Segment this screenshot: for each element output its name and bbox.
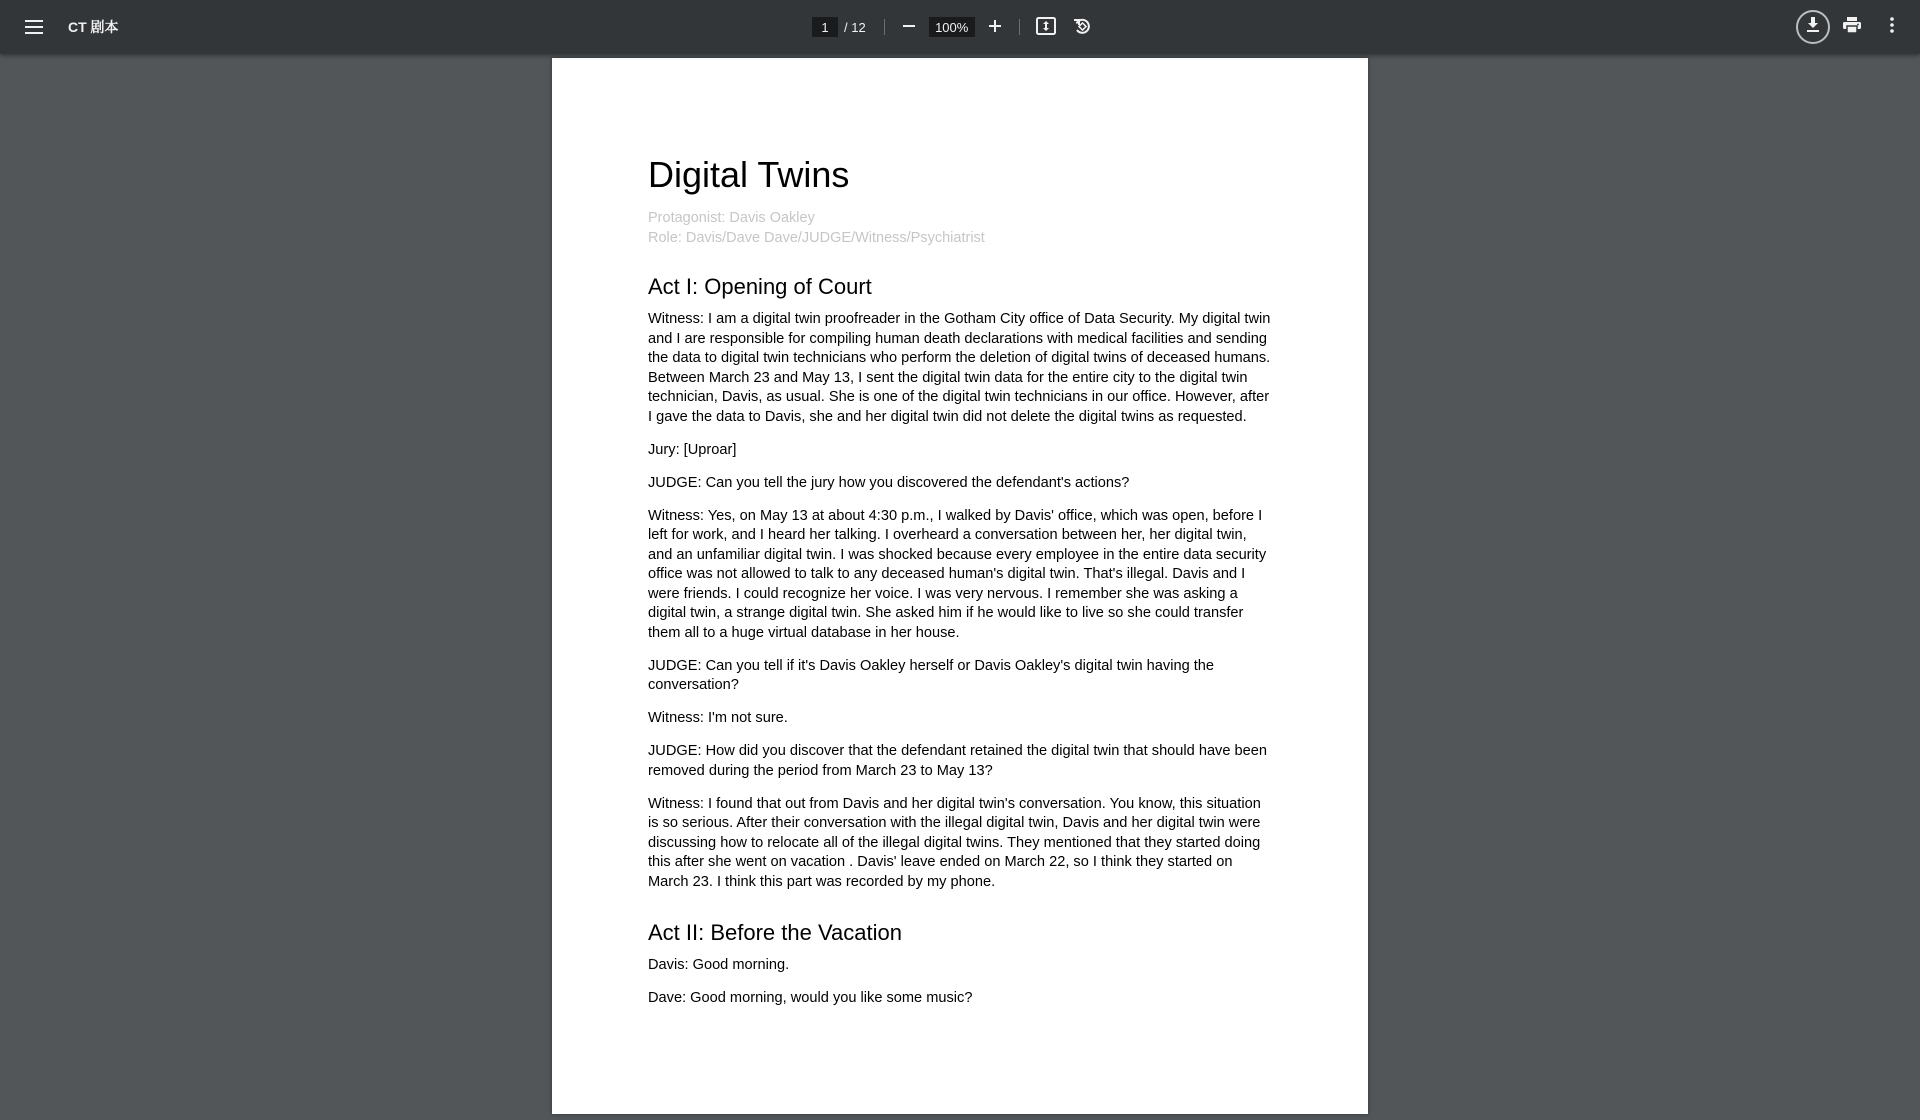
zoom-out-button[interactable] (895, 13, 923, 41)
menu-icon[interactable] (20, 13, 48, 41)
zoom-in-button[interactable] (981, 13, 1009, 41)
download-button[interactable] (1796, 10, 1830, 44)
script-paragraph: JUDGE: How did you discover that the defendant retained the digital twin that should have been removed during the period from March 23 to May 13? (648, 743, 1267, 779)
pdf-toolbar (0, 0, 1920, 54)
role-line: Role: Davis/Dave Dave/JUDGE/Witness/Psychiatrist (648, 229, 985, 246)
script-paragraph: Witness: I'm not sure. (648, 710, 788, 726)
more-vert-icon (1890, 17, 1894, 38)
page-content (648, 154, 1272, 1022)
script-paragraph: Davis: Good morning. (648, 957, 790, 973)
more-options-button[interactable] (1878, 13, 1906, 41)
fit-to-page-icon (1036, 17, 1056, 38)
script-paragraph: Dave: Good morning, would you like some music? (648, 990, 973, 1006)
toolbar-center (812, 0, 1096, 54)
act-heading: Act II: Before the Vacation (648, 920, 902, 945)
print-button[interactable] (1838, 13, 1866, 41)
rotate-button[interactable] (1068, 13, 1096, 41)
script-paragraph: JUDGE: Can you tell if it's Davis Oakley herself or Davis Oakley's digital twin having the conversation? (648, 657, 1215, 693)
plus-icon (988, 19, 1002, 36)
act-heading: Act I: Opening of Court (648, 274, 872, 299)
toolbar-divider (1019, 19, 1020, 35)
script-paragraph: Witness: Yes, on May 13 at about 4:30 p.m., I walked by Davis' office, which was open, before I left for work, and I heard her talking. I overheard a conversation between her, her digital twin, and an unfamiliar digital twin. I was shocked because every employee in the entire data security office was not allowed to talk to any deceased human's digital twin. That's illegal. Davis and I were friends. I could recognize her voice. I was very nervous. I remember she was asking a digital twin, a strange digital twin. She asked him if he would like to live so she could transfer them all to a huge virtual database in her house. (648, 507, 1267, 641)
zoom-input[interactable] (929, 17, 975, 37)
pdf-page (552, 58, 1368, 1114)
script-paragraph: JUDGE: Can you tell the jury how you discovered the defendant's actions? (648, 474, 1130, 491)
rotate-icon (1073, 17, 1091, 38)
script-paragraph: Witness: I found that out from Davis and her digital twin's conversation. You know, this situation is so serious. After their conversation with the illegal digital twin, Davis and her digital twin were discussing how to relocate all of the illegal digital twins. They mentioned that they started doing this after she went on vacation . Davis' leave ended on March 22, so I think they started on March 23. I think this part was recorded by my phone. (648, 795, 1261, 890)
print-icon (1843, 17, 1861, 38)
download-icon (1806, 17, 1820, 38)
protagonist-line: Protagonist: Davis Oakley (648, 210, 815, 226)
toolbar-right (1796, 0, 1906, 54)
script-paragraph: Witness: I am a digital twin proofreader in the Gotham City office of Data Security. My digital twin and I are responsible for compiling human death declarations with medical facilities and sending the data to digital twin technicians who perform the deletion of digital twins of deceased humans. Between March 23 and May 13, I sent the digital twin data for the entire city to the digital twin technician, Davis, as usual. She is one of the digital twin technicians in our office. However, after I gave the data to Davis, she and her digital twin did not delete the digital twins as requested. (648, 311, 1271, 425)
toolbar-divider (884, 19, 885, 35)
document-heading: Digital Twins (648, 154, 850, 195)
document-title: CT 剧本 (68, 19, 119, 35)
page-number-input[interactable] (812, 17, 838, 37)
toolbar-left (20, 0, 119, 54)
page-total: / 12 (844, 19, 866, 35)
minus-icon (902, 19, 916, 36)
script-paragraph: Jury: [Uproar] (648, 441, 737, 458)
fit-to-page-button[interactable] (1032, 13, 1060, 41)
